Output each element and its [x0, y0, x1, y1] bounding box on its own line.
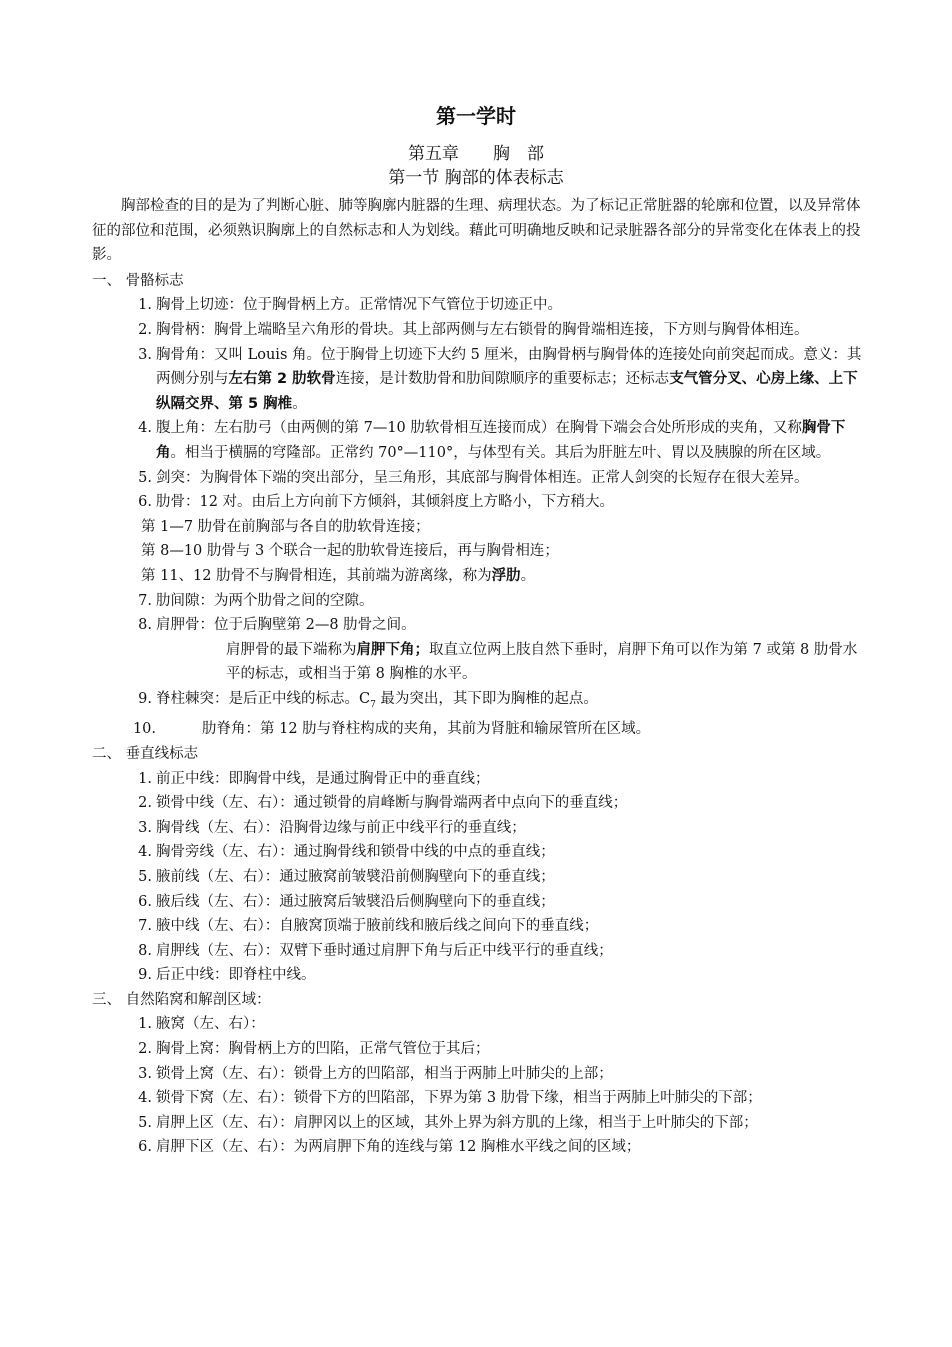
list-item [92, 1111, 868, 1136]
item-number: 5. [138, 469, 152, 486]
bold-term: 浮肋 [491, 567, 521, 584]
item-text-part: 肋脊角：第 12 肋与脊柱构成的夹角，其前为肾脏和输尿管所在区域。 [202, 721, 651, 738]
list-item [92, 613, 868, 638]
bold-term: 支气管分叉、心房上缘、上下纵隔交界、第 5 胸椎 [156, 371, 858, 412]
item-number: 9. [138, 690, 152, 707]
item-text [160, 717, 868, 742]
item-text-part: 。 [292, 395, 307, 412]
item-number: 9. [138, 967, 152, 984]
item-text-part: 腹上角：左右肋弓（由两侧的第 7—10 肋软骨相互连接而成）在胸骨下端会合处所形成的夹角，又称 [156, 420, 802, 437]
list-item [92, 717, 868, 742]
list-item [92, 865, 868, 890]
item-text: 腋中线（左、右）：自腋窝顶端于腋前线和腋后线之间向下的垂直线； [156, 918, 599, 935]
item-number: 4. [138, 844, 152, 861]
item-number: 8. [138, 942, 152, 959]
section-1-heading: 一、 骨骼标志 [92, 272, 184, 289]
document-body [92, 194, 868, 1160]
item-text: 肋间隙：为两个肋骨之间的空隙。 [156, 592, 374, 609]
item-text-part: 肩胛骨的最下端称为 [226, 641, 357, 658]
rib-note [92, 564, 868, 589]
anatomical-regions-list [92, 1012, 868, 1160]
item-text: 胸骨柄：胸骨上端略呈六角形的骨块。其上部两侧与左右锁骨的胸骨端相连接，下方则与胸骨体相连。 [156, 321, 809, 338]
item-text: 前正中线：即胸骨中线，是通过胸骨正中的垂直线； [156, 770, 490, 787]
scapula-note [92, 638, 868, 687]
item-number: 1. [138, 770, 152, 787]
list-item [92, 1062, 868, 1087]
list-item [92, 687, 868, 717]
list-item [92, 318, 868, 343]
vertical-lines-list [92, 767, 868, 988]
chapter-heading: 第五章 胸 部 [408, 144, 544, 164]
list-item [92, 1037, 868, 1062]
item-number: 8. [138, 617, 152, 634]
item-number: 7. [138, 592, 152, 609]
item-number: 10. [132, 721, 156, 738]
page-title: 第一学时 [436, 104, 516, 128]
list-item [92, 1086, 868, 1111]
list-item [92, 343, 868, 417]
list-item [92, 767, 868, 792]
item-text-part: 脊柱棘突：是后正中线的标志。C [156, 690, 371, 707]
item-text: 胸骨上窝：胸骨柄上方的凹陷，正常气管位于其后； [156, 1041, 490, 1058]
item-text: 肋骨：12 对。由后上方向前下方倾斜，其倾斜度上方略小，下方稍大。 [156, 494, 615, 511]
list-item [92, 914, 868, 939]
item-number: 2. [138, 795, 152, 812]
item-number: 1. [138, 1016, 152, 1033]
item-text-part: 第 11、12 肋骨不与胸骨相连，其前端为游离缘，称为 [141, 567, 492, 584]
item-text: 胸骨线（左、右）：沿胸骨边缘与前正中线平行的垂直线； [156, 819, 526, 836]
list-item [92, 416, 868, 465]
item-number: 4. [138, 1090, 152, 1107]
item-number: 3. [138, 1065, 152, 1082]
item-text: 肩胛下区（左、右）：为两肩胛下角的连线与第 12 胸椎水平线之间的区域； [156, 1139, 641, 1156]
item-number: 4. [138, 420, 152, 437]
item-text-part: 。 [520, 567, 536, 584]
list-item [92, 293, 868, 318]
item-text: 腋窝（左、右）： [156, 1016, 265, 1033]
list-item [92, 1012, 868, 1037]
item-text: 锁骨上窝（左、右）：锁骨上方的凹陷部，相当于两肺上叶肺尖的上部； [156, 1065, 613, 1082]
item-text: 锁骨下窝（左、右）：锁骨下方的凹陷部，下界为第 3 肋骨下缘，相当于两肺上叶肺尖的下部； [156, 1090, 762, 1107]
item-text: 剑突：为胸骨体下端的突出部分，呈三角形，其底部与胸骨体相连。正常人剑突的长短存在很大差异。 [156, 469, 809, 486]
item-number: 6. [138, 494, 152, 511]
list-item [92, 963, 868, 988]
intro-paragraph: 胸部检查的目的是为了判断心脏、肺等胸廓内脏器的生理、病理状态。为了标记正常脏器的轮廓和位置，以及异常体征的部位和范围，必须熟识胸廓上的自然标志和人为划线。藉此可明确地反映和记录脏器各部分的异常变化在体表上的投影。 [92, 198, 861, 264]
bold-term: 肩胛下角； [356, 641, 429, 658]
item-text: 肩胛骨：位于后胸壁第 2—8 肋骨之间。 [156, 617, 416, 634]
item-text: 胸骨上切迹：位于胸骨柄上方。正常情况下气管位于切迹正中。 [156, 297, 562, 314]
bold-term: 胸骨下角 [156, 420, 846, 461]
rib-note: 第 1—7 肋骨在前胸部与各自的肋软骨连接； [141, 518, 430, 535]
list-item [92, 890, 868, 915]
item-text: 后正中线：即脊柱中线。 [156, 967, 316, 984]
item-number: 1. [138, 297, 152, 314]
item-text [156, 416, 868, 465]
item-text: 肩胛上区（左、右）：肩胛冈以上的区域，其外上界为斜方肌的上缘，相当于上叶肺尖的下部； [156, 1114, 758, 1131]
item-text [156, 343, 868, 417]
item-text: 胸骨旁线（左、右）：通过胸骨线和锁骨中线的中点的垂直线； [156, 844, 555, 861]
item-number: 2. [138, 321, 152, 338]
list-item [92, 840, 868, 865]
item-number: 3. [138, 346, 152, 363]
item-text: 肩胛线（左、右）：双臂下垂时通过肩胛下角与后正中线平行的垂直线； [156, 942, 613, 959]
section-2-heading: 二、 垂直线标志 [92, 745, 199, 762]
item-text-part: 。相当于横膈的穹隆部。正常约 70°—110°，与体型有关。其后为肝脏左叶、胃以及胰腺的所在区域。 [170, 444, 831, 461]
section-3-heading: 三、 自然陷窝和解剖区域： [92, 991, 271, 1008]
list-item [92, 466, 868, 491]
item-text [156, 687, 868, 717]
list-item [92, 490, 868, 515]
list-item [92, 791, 868, 816]
item-number: 5. [138, 868, 152, 885]
rib-note: 第 8—10 肋骨与 3 个联合一起的肋软骨连接后，再与胸骨相连； [141, 543, 559, 560]
item-text: 腋前线（左、右）：通过腋窝前皱襞沿前侧胸壁向下的垂直线； [156, 868, 555, 885]
item-number: 6. [138, 1139, 152, 1156]
item-text-part: 胸骨角：又叫 Louis 角。位于胸骨上切迹下大约 5 厘米，由胸骨柄与胸骨体的连接处向前突起而成。意义：其两侧分别与 [156, 346, 862, 388]
item-number: 7. [138, 918, 152, 935]
list-item [92, 589, 868, 614]
item-number: 6. [138, 893, 152, 910]
list-item [92, 1135, 868, 1160]
section-heading: 第一节 胸部的体表标志 [388, 168, 564, 188]
bold-term: 左右第 2 肋软骨 [228, 371, 336, 388]
item-number: 5. [138, 1114, 152, 1131]
item-number: 3. [138, 819, 152, 836]
item-text-part: 连接，是计数肋骨和肋间隙顺序的重要标志；还标志 [335, 371, 670, 388]
item-text: 锁骨中线（左、右）：通过锁骨的肩峰断与胸骨端两者中点向下的垂直线； [156, 795, 628, 812]
list-item [92, 816, 868, 841]
item-text-part: 取直立位两上肢自然下垂时，肩胛下角可以作为第 7 或第 8 肋骨水平的标志，或相当于第 8 胸椎的水平。 [226, 641, 858, 683]
subscript: 7 [370, 699, 376, 710]
item-number: 2. [138, 1041, 152, 1058]
item-text: 腋后线（左、右）：通过腋窝后皱襞沿后侧胸壁向下的垂直线； [156, 893, 555, 910]
list-item [92, 939, 868, 964]
item-text-part: 最为突出，其下即为胸椎的起点。 [375, 690, 598, 707]
